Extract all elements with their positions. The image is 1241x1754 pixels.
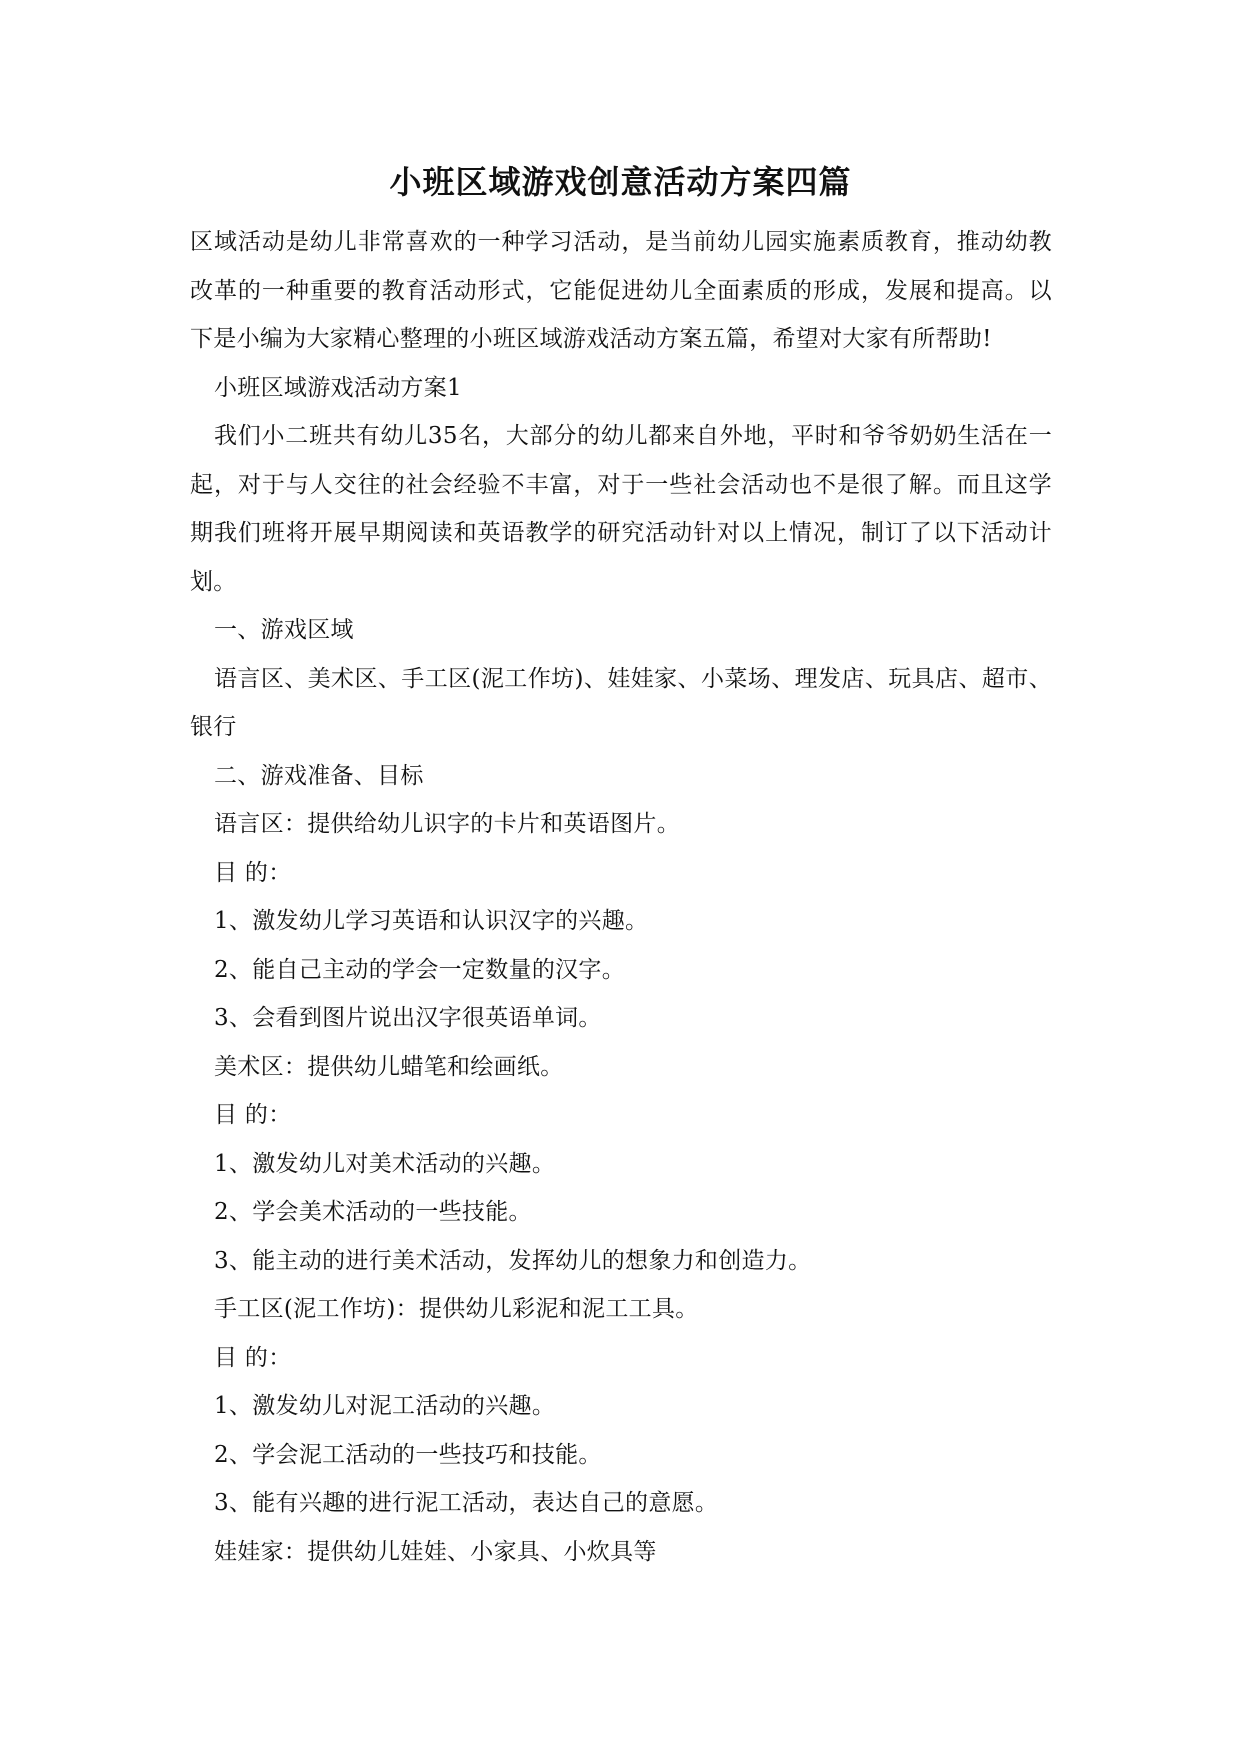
craft-goal-3: 3、能有兴趣的进行泥工活动，表达自己的意愿。 (214, 1490, 719, 1516)
doll-house-materials: 娃娃家：提供幼儿娃娃、小家具、小炊具等 (214, 1538, 657, 1565)
craft-goal-1: 1、激发幼儿对泥工活动的兴趣。 (214, 1393, 556, 1419)
language-area-goals-label: 目 的： (214, 859, 292, 886)
language-goal-2: 2、能自己主动的学会一定数量的汉字。 (214, 956, 626, 983)
document-body (190, 218, 1052, 1576)
craft-goal-2: 2、学会泥工活动的一些技巧和技能。 (214, 1441, 602, 1468)
document-title: 小班区域游戏创意活动方案四篇 (389, 163, 852, 201)
craft-area-materials: 手工区(泥工作坊)：提供幼儿彩泥和泥工工具。 (214, 1296, 699, 1322)
section-heading-plan-1: 小班区域游戏活动方案1 (214, 374, 462, 401)
language-area-materials: 语言区：提供给幼儿识字的卡片和英语图片。 (214, 811, 680, 837)
heading-preparation-goals: 二、游戏准备、目标 (214, 762, 424, 789)
art-goal-3: 3、能主动的进行美术活动，发挥幼儿的想象力和创造力。 (214, 1247, 812, 1274)
craft-area-goals-label: 目 的： (214, 1344, 292, 1371)
art-goal-1: 1、激发幼儿对美术活动的兴趣。 (214, 1150, 556, 1177)
art-area-materials: 美术区：提供幼儿蜡笔和绘画纸。 (214, 1053, 564, 1080)
language-goal-1: 1、激发幼儿学习英语和认识汉字的兴趣。 (214, 908, 649, 934)
class-background-paragraph: 我们小二班共有幼儿35名，大部分的幼儿都来自外地，平时和爷爷奶奶生活在一起，对于与人交往的社会经验不丰富，对于一些社会活动也不是很了解。而且这学期我们班将开展早期阅读和英语教学的研究活动针对以上情况，制订了以下活动计划。 (190, 423, 1052, 595)
art-area-goals-label: 目 的： (214, 1102, 292, 1128)
art-goal-2: 2、学会美术活动的一些技能。 (214, 1199, 532, 1225)
heading-game-areas: 一、游戏区域 (214, 617, 354, 643)
intro-paragraph: 区域活动是幼儿非常喜欢的一种学习活动，是当前幼儿园实施素质教育，推动幼教改革的一种重要的教育活动形式，它能促进幼儿全面素质的形成，发展和提高。以下是小编为大家精心整理的小班区域游戏活动方案五篇，希望对大家有所帮助! (190, 229, 1052, 352)
game-areas-list: 语言区、美术区、手工区(泥工作坊)、娃娃家、小菜场、理发店、玩具店、超市、银行 (190, 665, 1052, 740)
language-goal-3: 3、会看到图片说出汉字很英语单词。 (214, 1005, 602, 1031)
